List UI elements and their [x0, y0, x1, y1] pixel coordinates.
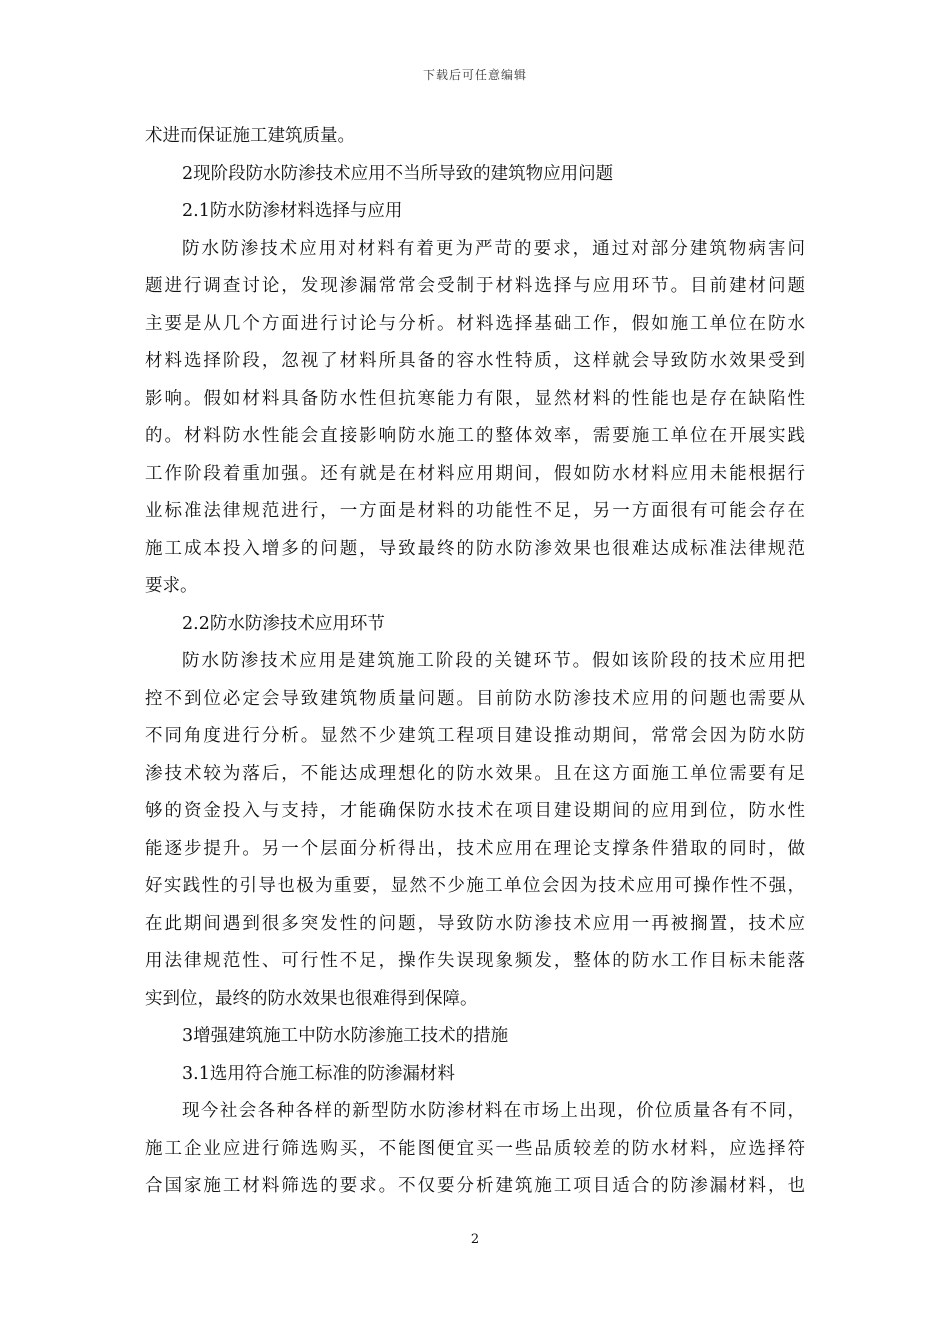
- text-line: 防水防渗技术应用对材料有着更为严苛的要求，通过对部分建筑物病害问: [182, 238, 805, 259]
- text-line: 施工成本投入增多的问题，导致最终的防水防渗效果也很难达成标准法律规范: [145, 538, 805, 559]
- section-heading: 2.1防水防渗材料选择与应用: [182, 201, 403, 221]
- text-line: 要求。: [145, 576, 198, 596]
- text-line: 够的资金投入与支持，才能确保防水技术在项目建设期间的应用到位，防水性: [145, 801, 805, 821]
- text-line: 用法律规范性、可行性不足，操作失误现象频发，整体的防水工作目标未能落: [145, 951, 805, 971]
- text-line: 材料选择阶段，忽视了材料所具备的容水性特质，这样就会导致防水效果受到: [145, 351, 805, 371]
- text-line: 业标准法律规范进行，一方面是材料的功能性不足，另一方面很有可能会存在: [145, 501, 805, 521]
- text-line: 主要是从几个方面进行讨论与分析。材料选择基础工作，假如施工单位在防水: [145, 313, 805, 334]
- text-line: 术进而保证施工建筑质量。: [145, 126, 355, 146]
- text-line: 工作阶段着重加强。还有就是在材料应用期间，假如防水材料应用未能根据行: [145, 463, 805, 484]
- section-heading: 3增强建筑施工中防水防渗施工技术的措施: [182, 1026, 509, 1046]
- text-line: 合国家施工材料筛选的要求。不仅要分析建筑施工项目适合的防渗漏材料，也: [145, 1176, 805, 1196]
- section-heading: 2.2防水防渗技术应用环节: [182, 613, 385, 634]
- text-line: 控不到位必定会导致建筑物质量问题。目前防水防渗技术应用的问题也需要从: [145, 688, 805, 709]
- text-line: 实到位，最终的防水效果也很难得到保障。: [145, 988, 478, 1009]
- text-line: 在此期间遇到很多突发性的问题，导致防水防渗技术应用一再被搁置，技术应: [145, 913, 805, 934]
- text-line: 现今社会各种各样的新型防水防渗材料在市场上出现，价位质量各有不同，: [182, 1101, 805, 1121]
- text-line: 的。材料防水性能会直接影响防水施工的整体效率，需要施工单位在开展实践: [145, 426, 805, 446]
- text-line: 影响。假如材料具备防水性但抗寒能力有限，显然材料的性能也是存在缺陷性: [145, 388, 805, 409]
- text-line: 施工企业应进行筛选购买，不能图便宜买一些品质较差的防水材料，应选择符: [145, 1138, 805, 1159]
- text-line: 题进行调查讨论，发现渗漏常常会受制于材料选择与应用环节。目前建材问题: [145, 276, 805, 296]
- text-line: 防水防渗技术应用是建筑施工阶段的关键环节。假如该阶段的技术应用把: [182, 651, 805, 671]
- text-line: 不同角度进行分析。显然不少建筑工程项目建设推动期间，常常会因为防水防: [145, 726, 805, 746]
- document-body: [145, 118, 805, 1206]
- text-line: 渗技术较为落后，不能达成理想化的防水效果。且在这方面施工单位需要有足: [145, 763, 805, 784]
- page-header: 下载后可任意编辑: [422, 68, 527, 82]
- page-number: 2: [470, 1232, 480, 1247]
- section-heading: 3.1选用符合施工标准的防渗漏材料: [182, 1063, 455, 1084]
- section-heading: 2现阶段防水防渗技术应用不当所导致的建筑物应用问题: [182, 163, 614, 184]
- text-line: 好实践性的引导也极为重要，显然不少施工单位会因为技术应用可操作性不强，: [145, 876, 805, 896]
- text-line: 能逐步提升。另一个层面分析得出，技术应用在理论支撑条件猎取的同时，做: [145, 838, 805, 859]
